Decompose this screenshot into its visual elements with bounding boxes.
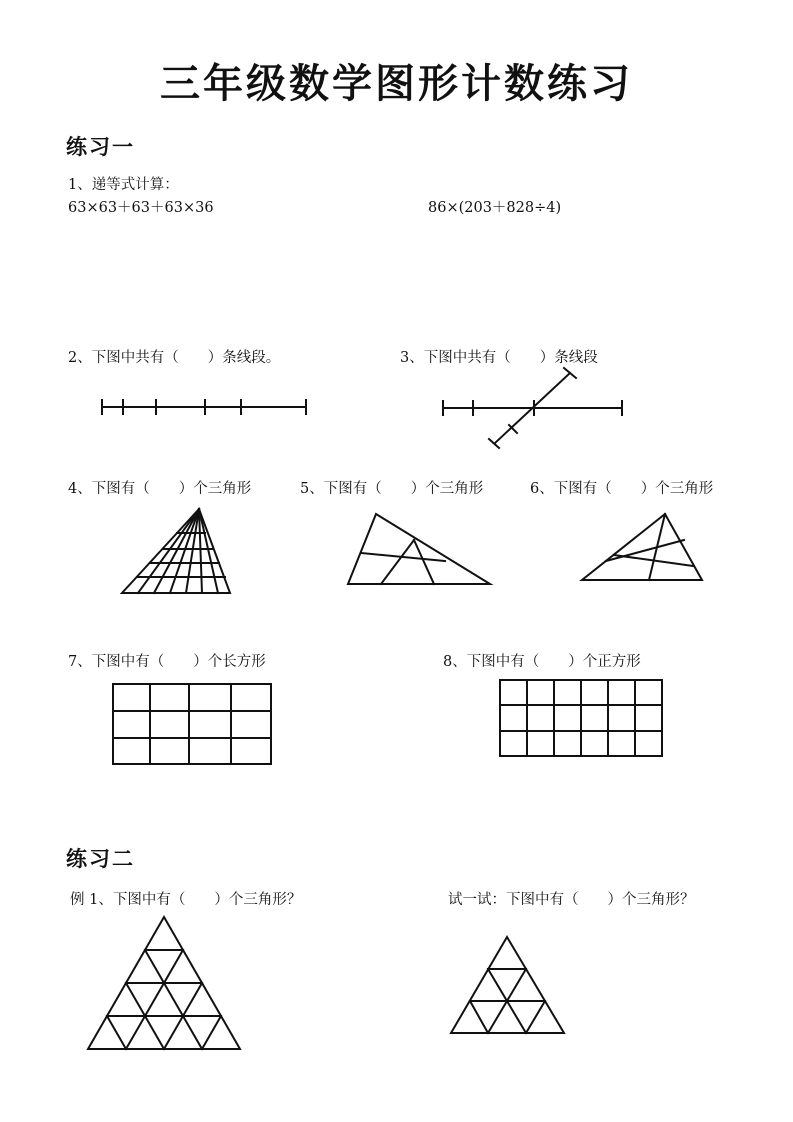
question-3-label: 3、下图中共有（ ）条线段 xyxy=(400,350,598,366)
question-1-expression-b: 86×(203＋828÷4) xyxy=(428,200,562,216)
question-5-label: 5、下图有（ ）个三角形 xyxy=(300,481,484,497)
example-1-label: 例 1、下图中有（ ）个三角形？ xyxy=(70,892,302,908)
question-2-label: 2、下图中共有（ ）条线段。 xyxy=(68,350,281,366)
question-8-label: 8、下图中有（ ）个正方形 xyxy=(443,654,641,670)
question-4-label: 4、下图有（ ）个三角形 xyxy=(68,481,252,497)
question-6-label: 6、下图有（ ）个三角形 xyxy=(530,481,714,497)
section-heading-1: 练习一 xyxy=(66,135,135,159)
page-title: 三年级数学图形计数练习 xyxy=(160,61,633,107)
try-it-label: 试一试：下图中有（ ）个三角形？ xyxy=(448,892,695,908)
question-7-label: 7、下图中有（ ）个长方形 xyxy=(68,654,266,670)
section-heading-2: 练习二 xyxy=(66,847,135,871)
question-1-expression-a: 63×63＋63＋63×36 xyxy=(68,200,214,216)
question-1-label: 1、递等式计算： xyxy=(68,177,179,193)
